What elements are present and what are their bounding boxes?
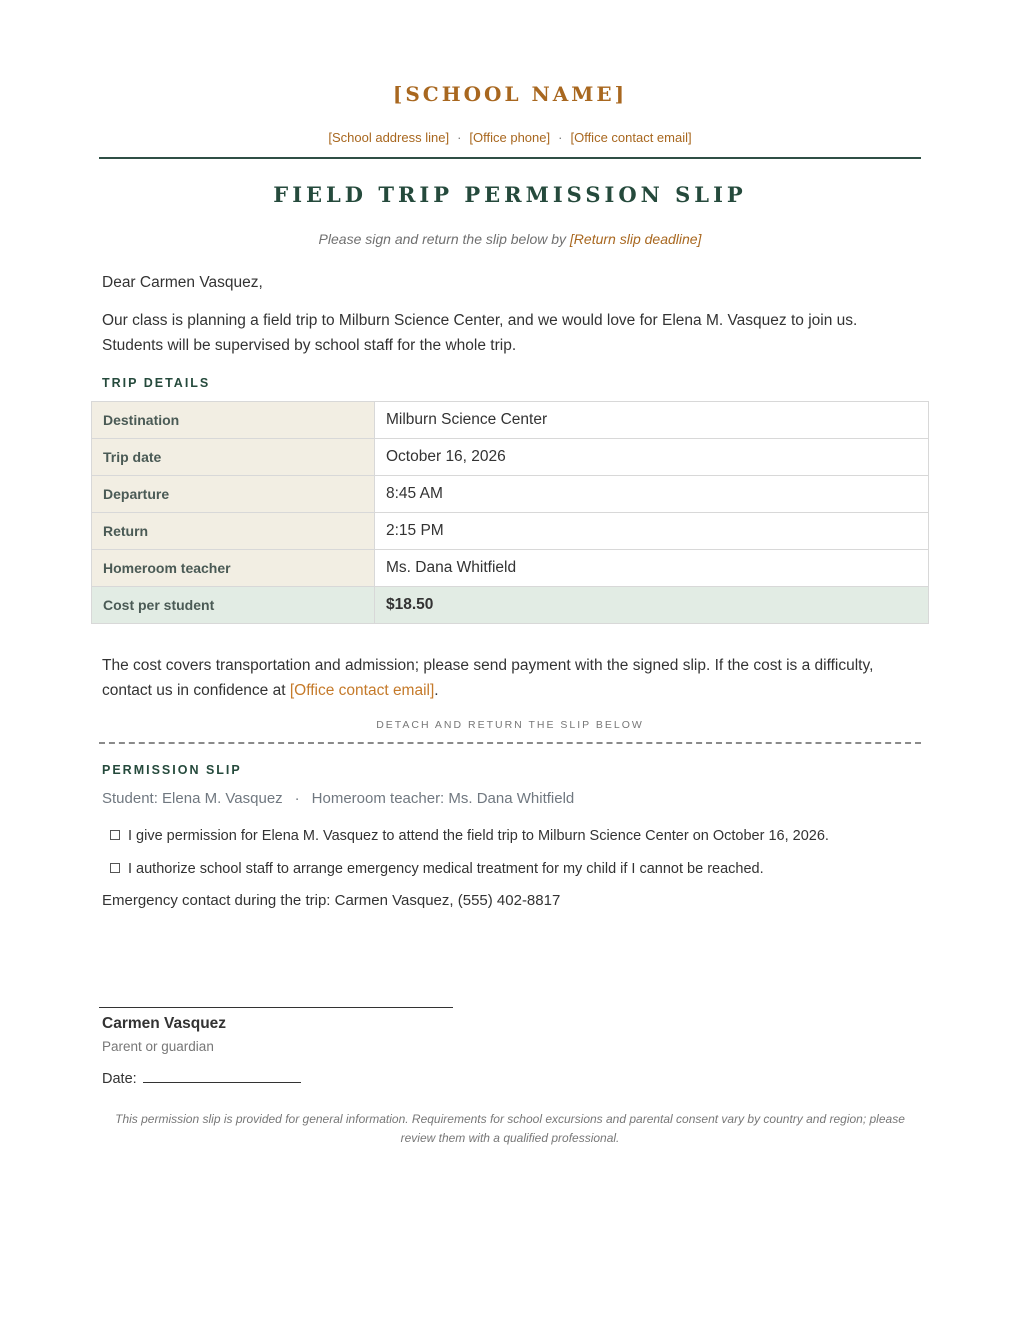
table-row bbox=[92, 439, 929, 476]
separator: · bbox=[558, 130, 563, 145]
school-contact-line bbox=[0, 130, 1020, 145]
separator: · bbox=[457, 130, 462, 145]
medical-checkbox-row bbox=[110, 861, 764, 877]
separator: · bbox=[294, 790, 300, 807]
table-row bbox=[92, 550, 929, 587]
detail-key: Cost per student bbox=[92, 587, 375, 624]
homeroom-teacher: Homeroom teacher: Ms. Dana Whitfield bbox=[311, 790, 575, 807]
header-divider bbox=[99, 157, 921, 159]
permission-slip-heading: PERMISSION SLIP bbox=[102, 763, 242, 777]
checkbox-label: I authorize school staff to arrange emergency medical treatment for my child if I cannot be reached. bbox=[128, 861, 764, 877]
signature-line[interactable] bbox=[99, 1007, 453, 1008]
detail-key: Return bbox=[92, 513, 375, 550]
detail-key: Destination bbox=[92, 402, 375, 439]
school-name: [SCHOOL NAME] bbox=[392, 82, 628, 106]
cost-row bbox=[92, 587, 929, 624]
student-info bbox=[102, 790, 574, 807]
school-address: [School address line] bbox=[328, 130, 450, 145]
return-deadline: [Return slip deadline] bbox=[569, 231, 702, 247]
trip-details-heading: TRIP DETAILS bbox=[102, 376, 211, 390]
detail-value: Milburn Science Center bbox=[375, 402, 929, 439]
detail-value: Ms. Dana Whitfield bbox=[375, 550, 929, 587]
return-instructions bbox=[0, 231, 1020, 247]
office-phone: [Office phone] bbox=[469, 130, 551, 145]
intro-paragraph: Our class is planning a field trip to Milburn Science Center, and we would love for Elena M. Vasquez to join us. Students will be supervised by school staff for the whole trip. bbox=[102, 312, 858, 354]
detach-label: DETACH AND RETURN THE SLIP BELOW bbox=[376, 719, 644, 731]
contact-email-link[interactable]: [Office contact email] bbox=[289, 682, 435, 699]
cost-value: $18.50 bbox=[375, 587, 929, 624]
detail-key: Departure bbox=[92, 476, 375, 513]
return-instructions-text: Please sign and return the slip below by bbox=[318, 231, 570, 247]
checkbox-label: I give permission for Elena M. Vasquez to attend the field trip to Milburn Science Center on October 16, 2026. bbox=[128, 828, 829, 844]
cost-note-text: The cost covers transportation and admission; please send payment with the signed slip. If the cost is a difficulty, contact us in confidence at bbox=[102, 657, 874, 699]
detail-value: 2:15 PM bbox=[375, 513, 929, 550]
signer-role: Parent or guardian bbox=[102, 1039, 214, 1054]
table-row bbox=[92, 476, 929, 513]
signer-name: Carmen Vasquez bbox=[102, 1015, 227, 1032]
document-title: FIELD TRIP PERMISSION SLIP bbox=[273, 182, 747, 207]
cost-note-end: . bbox=[434, 682, 439, 699]
office-email: [Office contact email] bbox=[570, 130, 692, 145]
student-name: Student: Elena M. Vasquez bbox=[102, 790, 283, 807]
table-row bbox=[92, 402, 929, 439]
detail-key: Homeroom teacher bbox=[92, 550, 375, 587]
date-field[interactable] bbox=[143, 1070, 301, 1083]
cost-note bbox=[102, 653, 922, 703]
medical-checkbox[interactable] bbox=[110, 863, 120, 873]
attend-checkbox[interactable] bbox=[110, 830, 120, 840]
salutation: Dear Carmen Vasquez, bbox=[102, 274, 263, 291]
detach-line bbox=[99, 742, 921, 744]
table-row bbox=[92, 513, 929, 550]
detail-key: Trip date bbox=[92, 439, 375, 476]
emergency-contact: Emergency contact during the trip: Carmen Vasquez, (555) 402-8817 bbox=[102, 892, 561, 909]
permission-checkbox-row bbox=[110, 828, 829, 844]
disclaimer: This permission slip is provided for general information. Requirements for school excursions and parental consent vary by country and region; please review them with a qualified professional. bbox=[115, 1112, 905, 1145]
date-label: Date: bbox=[102, 1071, 137, 1087]
trip-details-table bbox=[91, 401, 929, 624]
date-row bbox=[102, 1070, 301, 1087]
detail-value: October 16, 2026 bbox=[375, 439, 929, 476]
detail-value: 8:45 AM bbox=[375, 476, 929, 513]
